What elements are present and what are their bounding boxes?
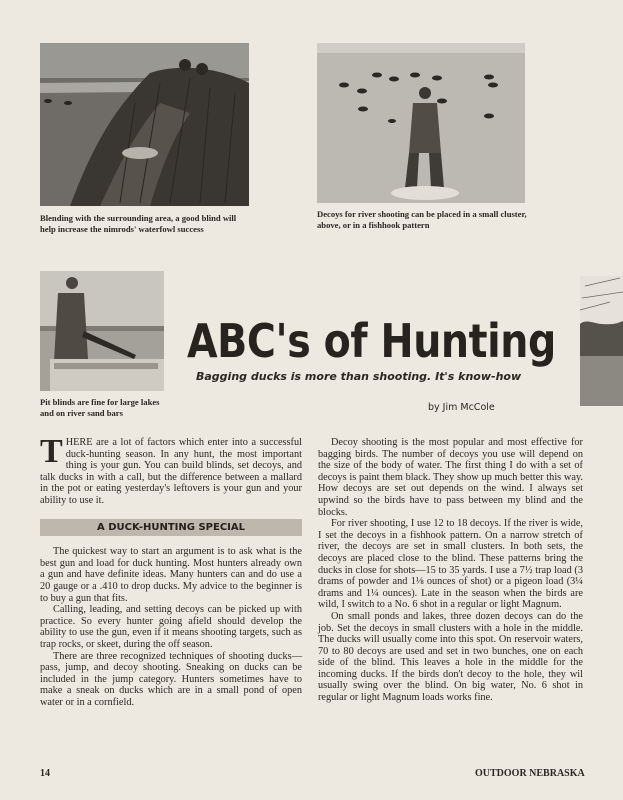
- intro-text: HERE are a lot of factors which enter into a successful duck-hunting season. In any hunt, the most important thing is your gun. You can build blinds, set decoys, and talk ducks in with a call, but the difference between a mallard in the pot or eating yesterday's leftovers is your gun and your ability to use it.: [40, 437, 302, 506]
- photo-pit-blind: [40, 271, 164, 391]
- page-number: 14: [40, 768, 50, 779]
- magazine-name: OUTDOOR NEBRASKA: [475, 768, 585, 779]
- caption-blind: Blending with the surrounding area, a good blind will help increase the nimrods' waterfowl success: [40, 213, 237, 234]
- photo-duck-blind: [40, 43, 249, 206]
- section-heading: A DUCK-HUNTING SPECIAL: [40, 519, 302, 537]
- caption-decoys: Decoys for river shooting can be placed in a small cluster, above, or in a fishhook pattern: [317, 209, 527, 230]
- paragraph: On small ponds and lakes, three dozen decoys can do the job. Set the decoys in small clusters with a hole in the middle. The ducks will usually come into this spot. On reservoir waters, 70 to 80 decoys are used and set in two bunches, one on each side of the blind. This leaves a hole in the middle for the incoming ducks. If the birds don't decoy to the hole, they wil usually swing over the blind. On big water, No. 6 shot in regular or light Magnum loads works fine.: [318, 610, 583, 704]
- article-column-right: [318, 437, 583, 704]
- article-byline: by Jim McCole: [428, 402, 495, 413]
- photo-edge-strip: [580, 276, 623, 406]
- paragraph: For river shooting, I use 12 to 18 decoys. If the river is wide, I set the decoys in a fishhook pattern. On a narrow stretch of river, the decoys are set in small clusters. In both sets, the decoys are placed close to the blind. These patterns bring the ducks in close for shots—15 to 35 yards. I use a 7½ trap load (3 drams of powder and 1⅛ ounces of shot) or a pigeon load (3¼ drams and 1¼ ounces). Late in the season when the birds are wild, I switch to a No. 6 shot in a regular or light Magnum.: [318, 518, 583, 611]
- photo-decoys: [317, 43, 525, 203]
- article-column-left: [40, 433, 302, 708]
- paragraph: Decoy shooting is the most popular and most effective for bagging birds. The number of decoys you use will depend on the size of the body of water. The first thing I do with a set of decoys is paint them black. They show up much better this way. How decoys are set out depends on the wind. I always set upwind so the birds have to pass between my blind and the blocks.: [318, 437, 583, 518]
- paragraph: There are three recognized techniques of shooting ducks—pass, jump, and decoy shooting. Sneaking on ducks can be included in the jump category. Hunters sometimes have to make a sneak on ducks which are in a small pond of open water or in a cornfield.: [40, 650, 302, 708]
- paragraph: Calling, leading, and setting decoys can be picked up with practice. So every hunter going afield should develop the ability to use the gun, even if it means shooting targets, such as trap rocks, or skeet, during the off season.: [40, 604, 302, 650]
- drop-cap: T: [40, 433, 63, 470]
- article-title: ABC's of Hunting: [187, 314, 556, 368]
- paragraph: The quickest way to start an argument is to ask what is the best gun and load for duck hunting. Most hunters already own a gun and have definite ideas. Many hunters can and do use a 20 gauge or a .410 to drop ducks. My advice to the beginner is to buy a gun that fits.: [40, 546, 302, 604]
- intro-paragraph: [40, 433, 302, 507]
- caption-pit-blind: Pit blinds are fine for large lakes and on river sand bars: [40, 397, 160, 418]
- article-subtitle: Bagging ducks is more than shooting. It's know-how: [196, 370, 522, 383]
